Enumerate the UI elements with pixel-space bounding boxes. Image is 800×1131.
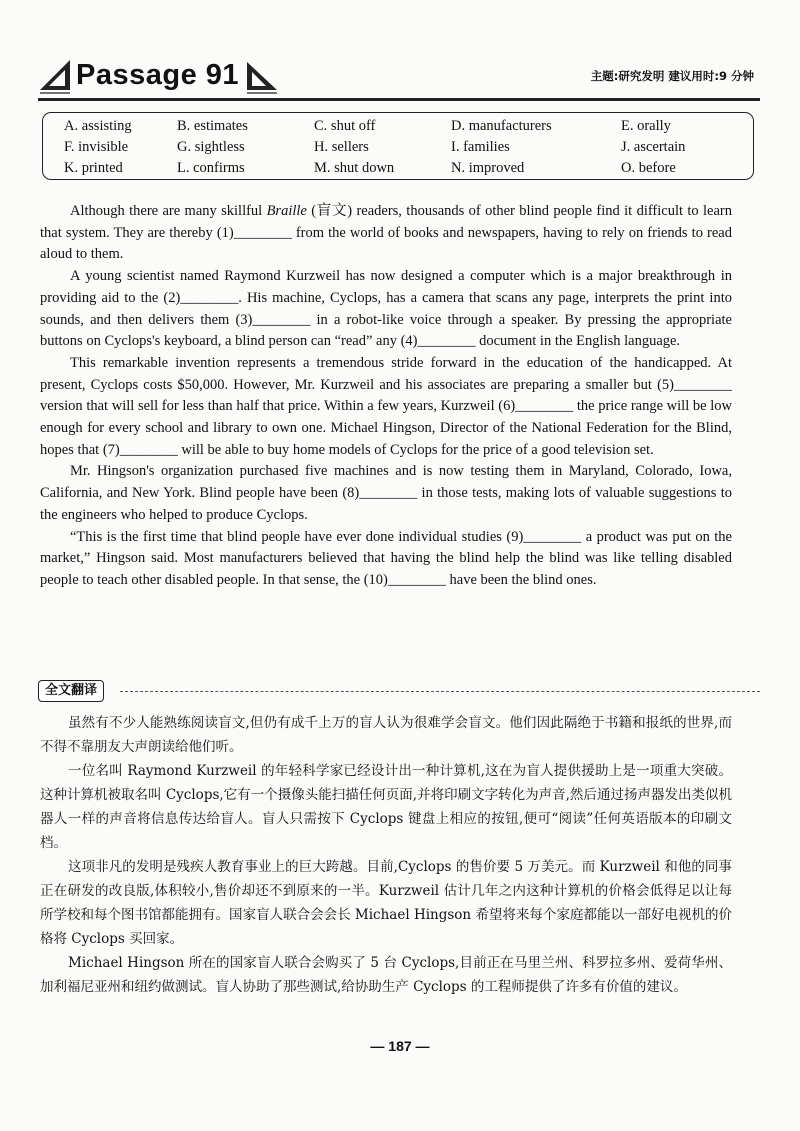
word-option: C. shut off	[314, 118, 376, 134]
word-option: O. before	[621, 160, 676, 176]
translation-text	[40, 711, 732, 999]
page-number: — 187 —	[370, 1038, 430, 1054]
translation-paragraph: 一位名叫 Raymond Kurzweil 的年轻科学家已经设计出一种计算机,这在为盲人提供援助上是一项重大突破。这种计算机被取名叫 Cyclops,它有一个摄像头能扫描任何页面,并将印刷文字转化为声音,然后通过扬声器发出类似机器人一样的声音将信息传达给盲人。盲人只需按下 Cyclops 键盘上相应的按钮,便可“阅读”任何英语版本的印刷文档。	[40, 763, 732, 851]
translation-paragraph: Michael Hingson 所在的国家盲人联合会购买了 5 台 Cyclops,目前正在马里兰州、科罗拉多州、爱荷华州、加利福尼亚州和纽约做测试。盲人协助了那些测试,给协助生产 Cyclops 的工程师提供了许多有价值的建议。	[40, 955, 732, 995]
translation-header	[38, 680, 760, 702]
right-triangle-icon	[245, 56, 279, 94]
word-option: L. confirms	[177, 160, 245, 176]
passage-title: Passage 91	[76, 58, 240, 91]
translation-label: 全文翻译	[38, 680, 104, 702]
word-option: D. manufacturers	[451, 118, 552, 134]
word-option: H. sellers	[314, 139, 369, 155]
word-option: G. sightless	[177, 139, 245, 155]
braille-term: Braille	[266, 203, 307, 219]
topic-label: 主题:研究发明 建议用时:9 分钟	[590, 69, 754, 83]
word-option: E. orally	[621, 118, 671, 134]
header-rule	[38, 98, 760, 101]
passage-paragraph: “This is the first time that blind people have ever done individual studies (9)________ a product was put on the market,” Hingson said. Most manufacturers believed that having the blind help the blind was like telling disabled people to teach other disabled people. In that sense, the (10)________ have been the blind ones.	[40, 528, 732, 588]
passage-text	[40, 201, 732, 592]
left-triangle-icon	[38, 56, 72, 94]
word-option: K. printed	[64, 160, 123, 176]
word-option: F. invisible	[64, 139, 129, 155]
translation-paragraph: 虽然有不少人能熟练阅读盲文,但仍有成千上万的盲人认为很难学会盲文。他们因此隔绝于书籍和报纸的世界,而不得不靠朋友大声朗读给他们听。	[40, 715, 732, 755]
passage-paragraph: Although there are many skillful Braille (盲文) readers, thousands of other blind people find it difficult to learn that system. They are thereby (1)________ from the world of books and newspapers, having to rely on friends to read aloud to them.	[40, 203, 732, 263]
word-option: M. shut down	[314, 160, 395, 176]
word-option: I. families	[451, 139, 510, 155]
word-option: J. ascertain	[621, 139, 686, 155]
word-option: N. improved	[451, 160, 525, 176]
dashed-divider	[120, 691, 760, 692]
passage-paragraph: This remarkable invention represents a tremendous stride forward in the education of the handicapped. At present, Cyclops costs $50,000. However, Mr. Kurzweil and his associates are preparing a smaller but (5)________ version that will sell for less than half that price. Within a few years, Kurzweil (6)________ the price range will be low enough for every school and library to own one. Michael Hingson, Director of the National Federation for the Blind, hopes that (7)________ will be able to buy home models of Cyclops for the price of a good television set.	[40, 354, 732, 458]
word-option: B. estimates	[177, 118, 248, 134]
translation-paragraph: 这项非凡的发明是残疾人教育事业上的巨大跨越。目前,Cyclops 的售价要 5 万美元。而 Kurzweil 和他的同事正在研发的改良版,体积较小,售价却还不到原来的一半。Kurzweil 估计几年之内这种计算机的价格会低得足以让每所学校和每个图书馆都能拥有。国家盲人联合会会长 Michael Hingson 希望将来每个家庭都能以一部好电视机的价格将 Cyclops 买回家。	[40, 859, 732, 947]
passage-header	[38, 52, 760, 98]
passage-paragraph: A young scientist named Raymond Kurzweil has now designed a computer which is a major breakthrough in providing aid to the (2)________. His machine, Cyclops, has a camera that scans any page, interprets the print into sounds, and then delivers them (3)________ in a robot-like voice through a speaker. By pressing the appropriate buttons on Cyclops's keyboard, a blind person can “read” any (4)________ document in the English language.	[40, 268, 732, 350]
passage-paragraph: Mr. Hingson's organization purchased five machines and is now testing them in Maryland, Colorado, Iowa, California, and New York. Blind people have been (8)________ in those tests, making lots of valuable suggestions to the engineers who helped to produce Cyclops.	[40, 463, 732, 523]
word-option: A. assisting	[64, 118, 132, 134]
title-group	[38, 52, 279, 98]
word-bank	[42, 112, 754, 180]
